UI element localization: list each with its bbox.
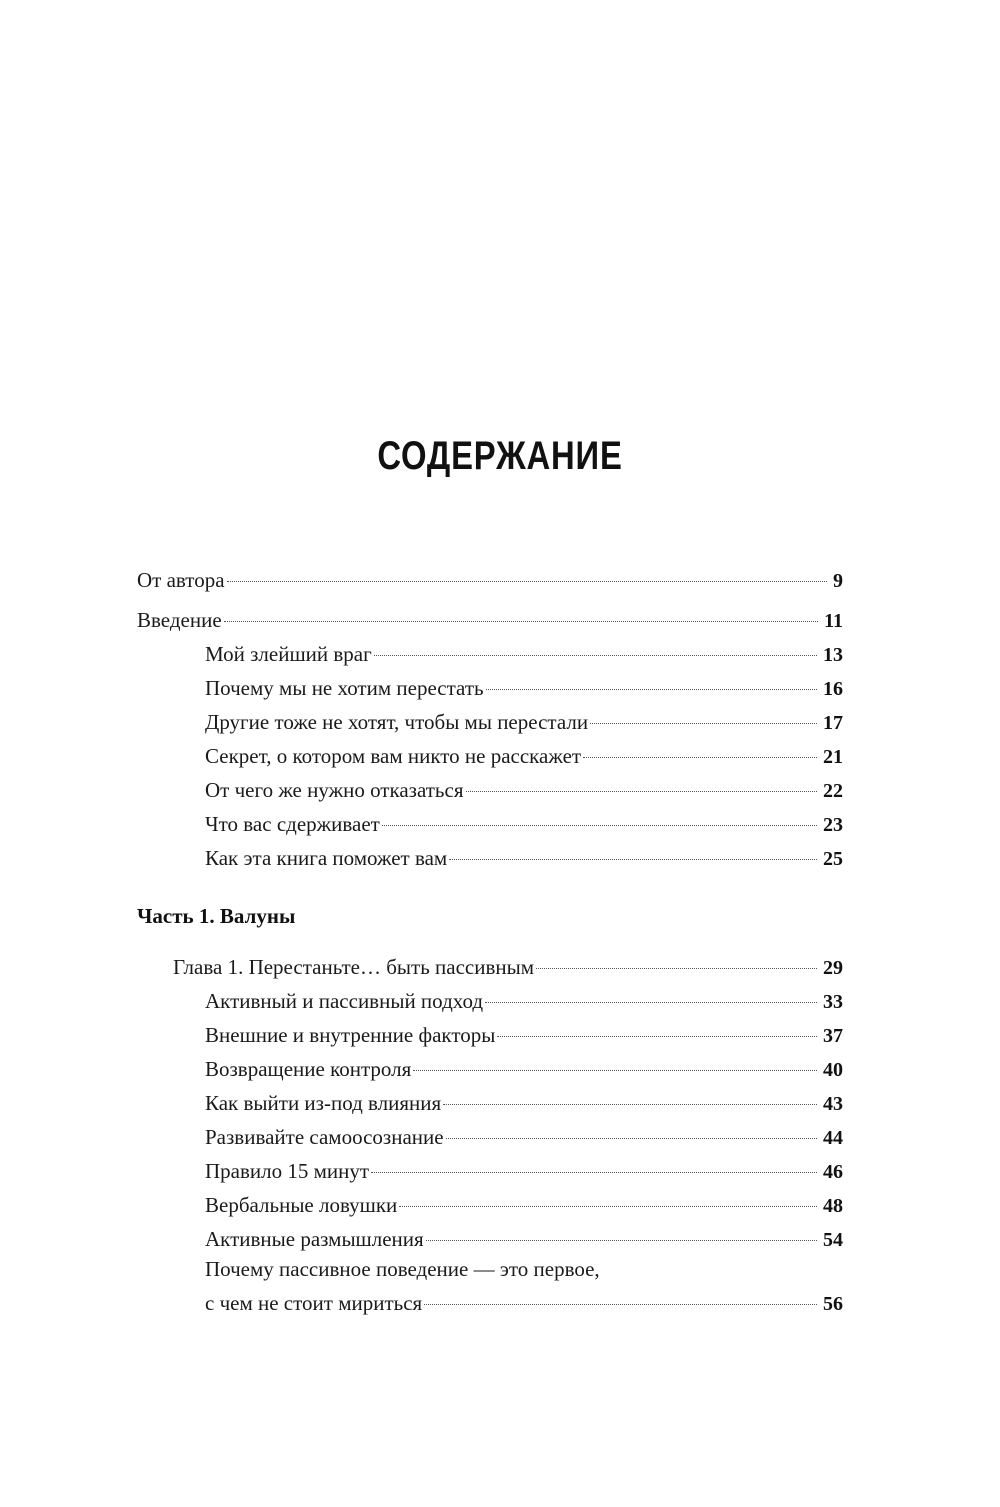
toc-entry-label: Как эта книга поможет вам (205, 846, 448, 870)
leader-dots (485, 1002, 817, 1003)
leader-dots (424, 1304, 817, 1305)
leader-dots (446, 1138, 817, 1139)
part-heading: Часть 1. Валуны (137, 904, 296, 928)
toc-entry-label: Почему мы не хотим перестать (205, 676, 484, 700)
toc-entry-label-line2: с чем не стоит мириться (205, 1291, 423, 1315)
toc-entry-label: Введение (137, 608, 222, 632)
leader-dots (399, 1206, 817, 1207)
toc-entry-page: 29 (823, 957, 843, 979)
leader-dots (413, 1070, 817, 1071)
toc-entry-label: Вербальные ловушки (205, 1193, 398, 1217)
toc-entry-page: 40 (823, 1059, 843, 1081)
toc-entry-page: 22 (823, 780, 843, 802)
toc-entry-label: Что вас сдерживает (205, 812, 380, 836)
toc-entry-chapter-section[interactable] (205, 1191, 843, 1220)
toc-entry-page: 13 (823, 644, 843, 666)
toc-entry-page: 9 (833, 570, 843, 592)
leader-dots (590, 723, 817, 724)
toc-entry-chapter-section-multiline[interactable] (205, 1289, 843, 1318)
toc-entry-page: 56 (823, 1293, 843, 1315)
leader-dots (224, 621, 818, 622)
toc-entry-label: Правило 15 минут (205, 1159, 370, 1183)
toc-entry-page: 54 (823, 1229, 843, 1251)
toc-entry-label: Активные размышления (205, 1227, 424, 1251)
toc-entry-intro-section[interactable] (205, 844, 843, 873)
leader-dots (426, 1240, 817, 1241)
toc-entry-from-author[interactable] (137, 566, 843, 595)
toc-entry-chapter-section[interactable] (205, 1123, 843, 1152)
toc-entry-label: Мой злейший враг (205, 642, 372, 666)
leader-dots (583, 757, 817, 758)
toc-entry-introduction[interactable] (137, 606, 843, 635)
toc-entry-page: 16 (823, 678, 843, 700)
toc-entry-page: 21 (823, 746, 843, 768)
toc-entry-label: Другие тоже не хотят, чтобы мы перестали (205, 710, 589, 734)
toc-entry-label: Секрет, о котором вам никто не расскажет (205, 744, 582, 768)
toc-entry-page: 33 (823, 991, 843, 1013)
toc-entry-chapter-1[interactable] (173, 953, 843, 982)
toc-entry-label: От чего же нужно отказаться (205, 778, 464, 802)
toc-entry-page: 25 (823, 848, 843, 870)
toc-entry-label: Глава 1. Перестаньте… быть пассивным (173, 955, 535, 979)
toc-entry-label: Возвращение контроля (205, 1057, 412, 1081)
toc-entry-intro-section[interactable] (205, 640, 843, 669)
toc-entry-label: Как выйти из-под влияния (205, 1091, 442, 1115)
leader-dots (443, 1104, 817, 1105)
leader-dots (449, 859, 817, 860)
leader-dots (371, 1172, 817, 1173)
leader-dots (466, 791, 818, 792)
leader-dots (227, 581, 827, 582)
toc-entry-intro-section[interactable] (205, 776, 843, 805)
toc-entry-label-line1: Почему пассивное поведение — это первое, (205, 1257, 600, 1281)
toc-entry-chapter-section[interactable] (205, 1089, 843, 1118)
toc-entry-label: Внешние и внутренние факторы (205, 1023, 496, 1047)
toc-entry-page: 37 (823, 1025, 843, 1047)
toc-entry-chapter-section[interactable] (205, 1021, 843, 1050)
leader-dots (497, 1036, 817, 1037)
toc-entry-intro-section[interactable] (205, 742, 843, 771)
toc-entry-chapter-section[interactable] (205, 1157, 843, 1186)
toc-entry-page: 17 (823, 712, 843, 734)
leader-dots (536, 968, 817, 969)
toc-entry-page: 46 (823, 1161, 843, 1183)
toc-entry-page: 48 (823, 1195, 843, 1217)
toc-entry-page: 43 (823, 1093, 843, 1115)
toc-entry-page: 23 (823, 814, 843, 836)
toc-entry-page: 11 (824, 610, 843, 632)
toc-entry-label: От автора (137, 568, 225, 592)
toc-entry-intro-section[interactable] (205, 810, 843, 839)
leader-dots (374, 655, 817, 656)
leader-dots (486, 689, 817, 690)
toc-entry-chapter-section[interactable] (205, 1055, 843, 1084)
toc-entry-label: Активный и пассивный подход (205, 989, 484, 1013)
leader-dots (382, 825, 817, 826)
toc-entry-chapter-section[interactable] (205, 1225, 843, 1254)
toc-entry-page: 44 (823, 1127, 843, 1149)
toc-entry-intro-section[interactable] (205, 708, 843, 737)
toc-entry-chapter-section[interactable] (205, 987, 843, 1016)
page-title: СОДЕРЖАНИЕ (377, 434, 623, 478)
toc-entry-label: Развивайте самоосознание (205, 1125, 444, 1149)
toc-entry-intro-section[interactable] (205, 674, 843, 703)
